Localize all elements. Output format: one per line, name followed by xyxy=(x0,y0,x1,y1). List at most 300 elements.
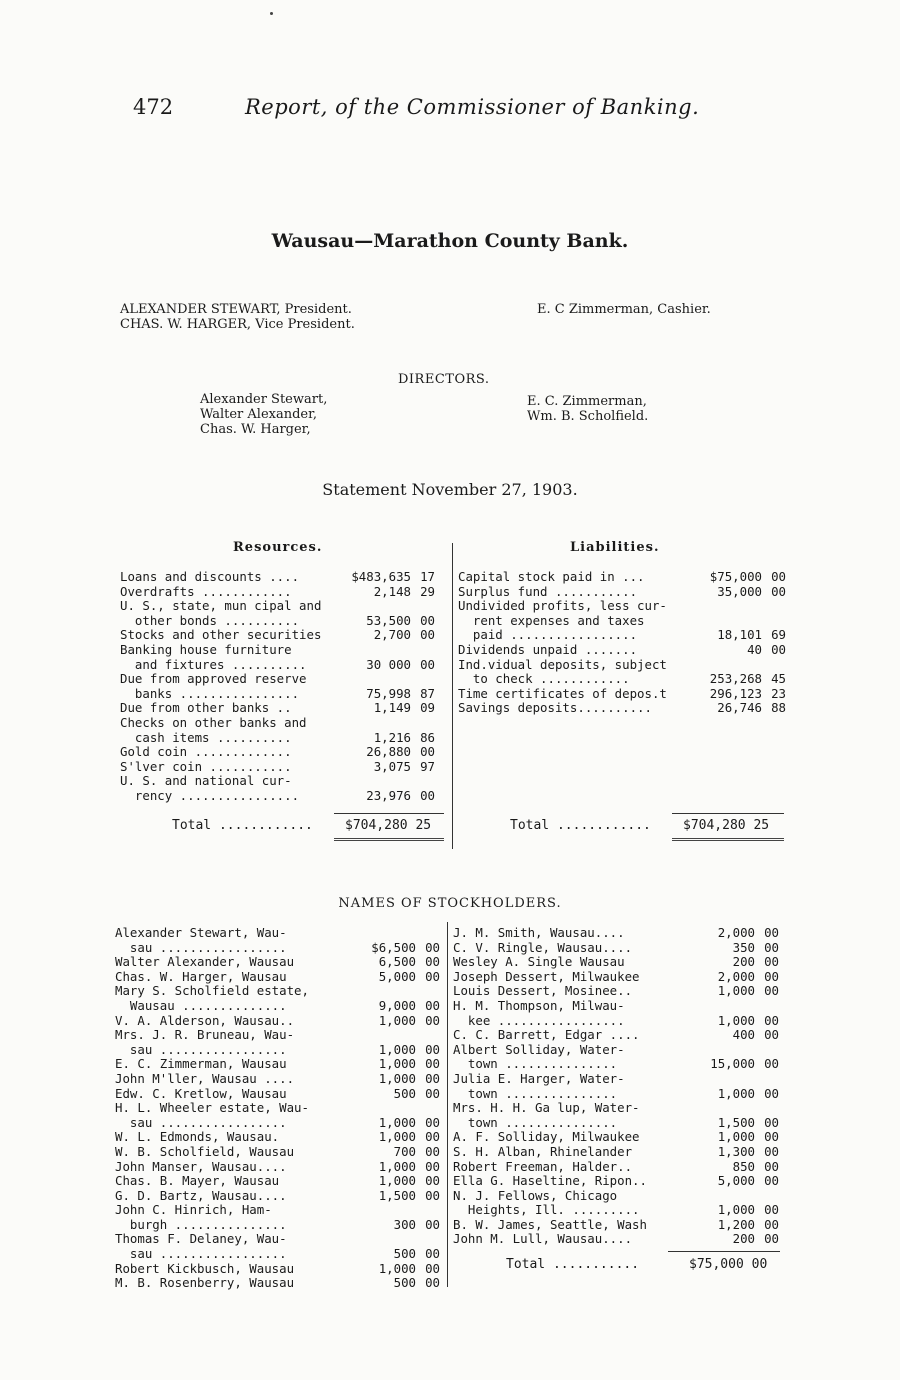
ledger-row xyxy=(453,1014,779,1029)
row-cents: 00 xyxy=(420,744,435,760)
row-cents: 00 xyxy=(425,997,440,1013)
row-cents: 00 xyxy=(764,1056,779,1072)
director-name: Walter Alexander, xyxy=(200,407,318,422)
row-cents: 00 xyxy=(764,1143,779,1159)
row-label: Overdrafts ............ xyxy=(120,583,292,599)
resources-double-rule xyxy=(334,838,444,841)
row-cents: 00 xyxy=(420,787,435,803)
row-cents xyxy=(755,1101,779,1116)
row-cents: 86 xyxy=(420,729,435,745)
ledger-row xyxy=(120,701,435,716)
row-dollars xyxy=(685,1101,755,1116)
row-dollars: 200 xyxy=(732,954,755,970)
row-label: Mrs. J. R. Bruneau, Wau- xyxy=(115,1027,295,1043)
row-label: Checks on other banks and xyxy=(120,714,307,730)
row-dollars: 1,000 xyxy=(717,1202,755,1218)
row-label: Walter Alexander, Wausau xyxy=(115,954,295,970)
ledger-row xyxy=(120,672,435,687)
row-cents: 00 xyxy=(764,983,779,999)
ledger-row xyxy=(453,1189,779,1204)
row-dollars: 1,000 xyxy=(378,1260,416,1276)
row-dollars: $6,500 xyxy=(371,939,416,955)
ink-speck xyxy=(270,12,273,15)
row-cents xyxy=(416,984,440,999)
liabilities-total-label: Total ............ xyxy=(510,818,651,833)
row-cents xyxy=(755,1189,779,1204)
row-dollars xyxy=(352,1101,416,1116)
row-dollars: 1,000 xyxy=(717,1012,755,1028)
row-label: Ind.vidual deposits, subject xyxy=(458,656,667,672)
row-cents: 00 xyxy=(425,1275,440,1291)
ledger-row xyxy=(453,1116,779,1131)
row-dollars: 5,000 xyxy=(378,968,416,984)
row-dollars: 1,000 xyxy=(717,983,755,999)
ledger-row xyxy=(120,643,435,658)
row-label: Surplus fund ........... xyxy=(458,583,638,599)
row-dollars xyxy=(685,999,755,1014)
row-cents xyxy=(755,1072,779,1087)
ledger-row xyxy=(458,570,786,585)
row-dollars: 2,700 xyxy=(373,627,411,643)
ledger-row xyxy=(453,1057,779,1072)
row-label: Robert Freeman, Halder.. xyxy=(453,1158,633,1174)
director-name: E. C. Zimmerman, xyxy=(527,394,647,409)
row-dollars xyxy=(346,716,411,731)
ledger-row xyxy=(115,1072,440,1087)
row-cents: 00 xyxy=(764,1129,779,1145)
row-label: Louis Dessert, Mosinee.. xyxy=(453,983,633,999)
row-cents: 00 xyxy=(425,954,440,970)
cashier-line: E. C Zimmerman, Cashier. xyxy=(537,302,711,317)
stockholders-heading: NAMES OF STOCKHOLDERS. xyxy=(338,896,562,911)
row-label: Wausau .............. xyxy=(115,997,287,1013)
ledger-row xyxy=(115,999,440,1014)
row-label: Edw. C. Kretlow, Wausau xyxy=(115,1085,287,1101)
row-dollars: 1,500 xyxy=(378,1187,416,1203)
ledger-row xyxy=(453,926,779,941)
ledger-row xyxy=(120,585,435,600)
ledger-row xyxy=(120,760,435,775)
row-dollars: 23,976 xyxy=(366,787,411,803)
ledger-row xyxy=(120,716,435,731)
ledger-row xyxy=(458,628,786,643)
row-dollars: 1,000 xyxy=(378,1041,416,1057)
row-label: Banking house furniture xyxy=(120,641,292,657)
row-dollars xyxy=(352,1203,416,1218)
row-label: Albert Solliday, Water- xyxy=(453,1041,625,1057)
ledger-row xyxy=(458,658,786,673)
row-dollars: 1,300 xyxy=(717,1143,755,1159)
row-label: H. L. Wheeler estate, Wau- xyxy=(115,1100,309,1116)
ledger-row xyxy=(453,1043,779,1058)
row-cents: 00 xyxy=(764,1012,779,1028)
row-label: burgh ............... xyxy=(115,1216,287,1232)
row-dollars: 18,101 xyxy=(717,627,762,643)
row-dollars: 2,000 xyxy=(717,968,755,984)
row-dollars: 1,000 xyxy=(378,1070,416,1086)
ledger-row xyxy=(115,1276,440,1291)
row-label: Robert Kickbusch, Wausau xyxy=(115,1260,295,1276)
row-cents xyxy=(411,643,435,658)
row-cents xyxy=(762,614,786,629)
row-dollars: 500 xyxy=(393,1246,416,1262)
resources-heading: Resources. xyxy=(233,540,323,555)
ledger-row xyxy=(453,955,779,970)
row-dollars: 40 xyxy=(747,641,762,657)
row-dollars: 1,000 xyxy=(717,1085,755,1101)
row-cents: 00 xyxy=(425,1246,440,1262)
row-cents xyxy=(411,672,435,687)
bank-title: Wausau—Marathon County Bank. xyxy=(271,230,629,252)
row-label: John C. Hinrich, Ham- xyxy=(115,1202,272,1218)
ledger-row xyxy=(458,599,786,614)
row-label: Heights, Ill. ......... xyxy=(453,1202,640,1218)
row-cents: 00 xyxy=(764,1173,779,1189)
row-cents: 00 xyxy=(764,1114,779,1130)
row-cents: 00 xyxy=(764,1158,779,1174)
row-dollars: 2,000 xyxy=(717,925,755,940)
row-cents: 23 xyxy=(771,685,786,701)
row-dollars xyxy=(346,599,411,614)
ledger-row xyxy=(120,599,435,614)
row-label: Due from other banks .. xyxy=(120,700,292,716)
row-cents: 00 xyxy=(425,1158,440,1174)
row-dollars xyxy=(685,1189,755,1204)
ledger-row xyxy=(453,1232,779,1247)
row-label: Gold coin ............. xyxy=(120,744,292,760)
row-dollars: 1,000 xyxy=(378,1114,416,1130)
ledger-row xyxy=(115,926,440,941)
ledger-row xyxy=(115,1174,440,1189)
ledger-row xyxy=(453,984,779,999)
vice-president-line: CHAS. W. HARGER, Vice President. xyxy=(120,317,355,332)
row-label: John M'ller, Wausau .... xyxy=(115,1070,295,1086)
stockholders-right-table xyxy=(453,926,779,1247)
row-dollars xyxy=(346,643,411,658)
row-label: Thomas F. Delaney, Wau- xyxy=(115,1231,287,1247)
row-dollars: 300 xyxy=(393,1216,416,1232)
row-label: town ............... xyxy=(453,1114,618,1130)
ledger-row xyxy=(120,789,435,804)
ledger-row xyxy=(120,658,435,673)
stockholders-divider xyxy=(447,922,448,1287)
row-cents: 97 xyxy=(420,758,435,774)
row-dollars: 1,216 xyxy=(373,729,411,745)
row-cents xyxy=(755,1043,779,1058)
director-name: Chas. W. Harger, xyxy=(200,422,311,437)
resources-total-rule xyxy=(334,813,444,814)
row-label: rency ................ xyxy=(120,787,300,803)
row-dollars: $75,000 xyxy=(709,569,762,584)
row-label: A. F. Solliday, Milwaukee xyxy=(453,1129,640,1145)
row-cents: 00 xyxy=(771,583,786,599)
row-label: sau ................. xyxy=(115,1041,287,1057)
row-dollars: 500 xyxy=(393,1275,416,1291)
row-dollars: 1,000 xyxy=(378,1173,416,1189)
row-dollars: 1,149 xyxy=(373,700,411,716)
ledger-row xyxy=(115,941,440,956)
row-dollars xyxy=(352,1232,416,1247)
row-label: paid ................. xyxy=(458,627,638,643)
row-cents: 00 xyxy=(425,1056,440,1072)
row-dollars: 26,880 xyxy=(366,744,411,760)
row-label: V. A. Alderson, Wausau.. xyxy=(115,1012,295,1028)
row-label: S. H. Alban, Rhinelander xyxy=(453,1143,633,1159)
row-cents: 00 xyxy=(420,656,435,672)
liabilities-total-rule xyxy=(672,813,784,814)
ledger-row xyxy=(453,1145,779,1160)
row-dollars: 200 xyxy=(732,1231,755,1247)
row-dollars: 6,500 xyxy=(378,954,416,970)
row-cents: 00 xyxy=(764,1231,779,1247)
row-cents: 00 xyxy=(764,954,779,970)
directors-right xyxy=(527,394,648,424)
row-label: Stocks and other securities xyxy=(120,627,322,643)
row-cents: 00 xyxy=(420,612,435,628)
row-cents: 00 xyxy=(425,1173,440,1189)
row-dollars xyxy=(685,1072,755,1087)
row-cents xyxy=(416,1028,440,1043)
ledger-row xyxy=(115,1218,440,1233)
row-dollars: 253,268 xyxy=(709,671,762,687)
row-label: rent expenses and taxes xyxy=(458,612,645,628)
ledger-row xyxy=(115,1101,440,1116)
row-cents: 00 xyxy=(764,968,779,984)
row-cents: 17 xyxy=(420,569,435,584)
row-dollars xyxy=(346,672,411,687)
row-dollars: 5,000 xyxy=(717,1173,755,1189)
row-label: other bonds .......... xyxy=(120,612,300,628)
stockholders-total-amount: $75,000 00 xyxy=(689,1257,768,1272)
row-label: cash items .......... xyxy=(120,729,292,745)
ledger-row xyxy=(453,1072,779,1087)
ledger-row xyxy=(115,1160,440,1175)
ledger-row xyxy=(458,643,786,658)
row-label: Chas. B. Mayer, Wausau xyxy=(115,1173,280,1189)
statement-title: Statement November 27, 1903. xyxy=(322,480,578,499)
ledger-row xyxy=(120,628,435,643)
liabilities-double-rule xyxy=(672,838,784,841)
row-dollars: 1,000 xyxy=(378,1158,416,1174)
row-label: H. M. Thompson, Milwau- xyxy=(453,997,625,1013)
row-label: and fixtures .......... xyxy=(120,656,307,672)
liabilities-heading: Liabilities. xyxy=(570,540,660,555)
row-label: W. B. Scholfield, Wausau xyxy=(115,1143,295,1159)
row-dollars: 15,000 xyxy=(710,1056,755,1072)
director-name: Wm. B. Scholfield. xyxy=(527,409,649,424)
row-cents: 00 xyxy=(764,1027,779,1043)
stockholders-total-label: Total ........... xyxy=(506,1257,640,1272)
row-label: J. M. Smith, Wausau.... xyxy=(453,925,625,940)
officers-left xyxy=(120,302,355,332)
row-cents: 00 xyxy=(764,925,779,940)
row-dollars xyxy=(692,658,762,673)
row-cents: 00 xyxy=(425,1114,440,1130)
ledger-row xyxy=(120,745,435,760)
row-cents: 00 xyxy=(425,1085,440,1101)
row-dollars xyxy=(352,984,416,999)
ledger-row xyxy=(453,1218,779,1233)
row-dollars: $483,635 xyxy=(351,569,411,584)
column-divider xyxy=(452,543,453,849)
ledger-row xyxy=(115,1247,440,1262)
row-label: Savings deposits.......... xyxy=(458,700,652,716)
row-label: Time certificates of depos.t xyxy=(458,685,667,701)
row-dollars: 1,000 xyxy=(378,1129,416,1145)
row-label: town ............... xyxy=(453,1085,618,1101)
ledger-row xyxy=(458,614,786,629)
ledger-row xyxy=(453,1174,779,1189)
resources-table xyxy=(120,570,435,804)
row-label: Dividends unpaid ....... xyxy=(458,641,638,657)
running-title: Report, of the Commissioner of Banking. xyxy=(245,95,700,119)
row-dollars xyxy=(346,774,411,789)
row-cents: 00 xyxy=(764,1085,779,1101)
resources-total-label: Total ............ xyxy=(172,818,313,833)
stockholders-left-table xyxy=(115,926,440,1291)
row-dollars: 1,500 xyxy=(717,1114,755,1130)
row-label: Loans and discounts .... xyxy=(120,569,300,584)
ledger-row xyxy=(458,585,786,600)
row-label: town ............... xyxy=(453,1056,618,1072)
row-cents: 00 xyxy=(425,1070,440,1086)
ledger-row xyxy=(453,999,779,1014)
row-label: B. W. James, Seattle, Wash xyxy=(453,1216,647,1232)
liabilities-total-amount: $704,280 25 xyxy=(683,818,770,833)
row-cents: 00 xyxy=(771,641,786,657)
row-label: Joseph Dessert, Milwaukee xyxy=(453,968,640,984)
row-cents: 87 xyxy=(420,685,435,701)
director-name: Alexander Stewart, xyxy=(200,392,328,407)
row-label: Mrs. H. H. Ga lup, Water- xyxy=(453,1100,640,1116)
ledger-row xyxy=(115,984,440,999)
row-label: G. D. Bartz, Wausau.... xyxy=(115,1187,287,1203)
resources-total-amount: $704,280 25 xyxy=(345,818,432,833)
row-label: sau ................. xyxy=(115,1114,287,1130)
row-label: E. C. Zimmerman, Wausau xyxy=(115,1056,287,1072)
row-dollars: 2,148 xyxy=(373,583,411,599)
ledger-row xyxy=(453,1028,779,1043)
row-label: to check ............ xyxy=(458,671,630,687)
row-label: Alexander Stewart, Wau- xyxy=(115,925,287,940)
row-label: U. S., state, mun cipal and xyxy=(120,598,322,614)
row-cents xyxy=(416,1203,440,1218)
row-cents: 00 xyxy=(764,1202,779,1218)
ledger-row xyxy=(453,1160,779,1175)
row-cents: 00 xyxy=(425,1143,440,1159)
ledger-row xyxy=(120,614,435,629)
ledger-row xyxy=(453,1203,779,1218)
row-dollars: 296,123 xyxy=(709,685,762,701)
ledger-row xyxy=(115,1203,440,1218)
ledger-row xyxy=(453,970,779,985)
row-cents: 00 xyxy=(425,1260,440,1276)
row-cents xyxy=(755,999,779,1014)
row-cents: 00 xyxy=(425,1216,440,1232)
directors-left xyxy=(200,392,327,437)
row-label: sau ................. xyxy=(115,1246,287,1262)
row-cents: 09 xyxy=(420,700,435,716)
president-line: ALEXANDER STEWART, President. xyxy=(120,302,352,317)
row-dollars: 26,746 xyxy=(717,700,762,716)
row-label: Mary S. Scholfield estate, xyxy=(115,983,309,999)
ledger-row xyxy=(453,941,779,956)
row-label: Undivided profits, less cur- xyxy=(458,598,667,614)
liabilities-table xyxy=(458,570,786,716)
ledger-row xyxy=(453,1101,779,1116)
row-label: Due from approved reserve xyxy=(120,671,307,687)
row-cents xyxy=(762,599,786,614)
row-dollars xyxy=(692,599,762,614)
row-dollars: 1,000 xyxy=(717,1129,755,1145)
ledger-row xyxy=(458,687,786,702)
directors-heading: DIRECTORS. xyxy=(398,372,490,387)
row-dollars: 9,000 xyxy=(378,997,416,1013)
row-cents: 00 xyxy=(425,939,440,955)
row-label: N. J. Fellows, Chicago xyxy=(453,1187,618,1203)
row-label: banks ................ xyxy=(120,685,300,701)
row-cents: 00 xyxy=(420,627,435,643)
ledger-row xyxy=(115,1130,440,1145)
row-cents: 00 xyxy=(425,1129,440,1145)
ledger-row xyxy=(115,1145,440,1160)
ledger-row xyxy=(115,955,440,970)
row-label: Wesley A. Single Wausau xyxy=(453,954,625,970)
ledger-row xyxy=(115,1189,440,1204)
ledger-row xyxy=(115,1043,440,1058)
row-cents xyxy=(416,926,440,941)
row-dollars: 850 xyxy=(732,1158,755,1174)
row-label: John Manser, Wausau.... xyxy=(115,1158,287,1174)
row-dollars: 1,200 xyxy=(717,1216,755,1232)
row-dollars: 1,000 xyxy=(378,1056,416,1072)
ledger-row xyxy=(120,731,435,746)
row-dollars: 1,000 xyxy=(378,1012,416,1028)
ledger-row xyxy=(115,1262,440,1277)
row-dollars: 3,075 xyxy=(373,758,411,774)
row-cents xyxy=(762,658,786,673)
row-cents xyxy=(416,1101,440,1116)
row-label: W. L. Edmonds, Wausau. xyxy=(115,1129,280,1145)
row-cents xyxy=(411,599,435,614)
page-number: 472 xyxy=(133,95,174,119)
row-dollars: 53,500 xyxy=(366,612,411,628)
row-dollars: 700 xyxy=(393,1143,416,1159)
row-label: Chas. W. Harger, Wausau xyxy=(115,968,287,984)
row-dollars: 400 xyxy=(732,1027,755,1043)
row-label: kee ................. xyxy=(453,1012,625,1028)
row-cents: 00 xyxy=(771,569,786,584)
row-cents: 00 xyxy=(764,939,779,955)
row-cents: 00 xyxy=(425,1012,440,1028)
row-cents: 00 xyxy=(764,1216,779,1232)
ledger-row xyxy=(458,672,786,687)
ledger-row xyxy=(120,570,435,585)
row-dollars: 500 xyxy=(393,1085,416,1101)
row-label: John M. Lull, Wausau.... xyxy=(453,1231,633,1247)
ledger-row xyxy=(453,1130,779,1145)
ledger-row xyxy=(115,970,440,985)
ledger-row xyxy=(120,774,435,789)
stockholders-total-rule xyxy=(668,1251,780,1252)
row-dollars xyxy=(352,926,416,941)
row-label: sau ................. xyxy=(115,939,287,955)
row-cents: 29 xyxy=(420,583,435,599)
ledger-row xyxy=(115,1116,440,1131)
row-label: S'lver coin ........... xyxy=(120,758,292,774)
row-label: C. C. Barrett, Edgar .... xyxy=(453,1027,640,1043)
ledger-row xyxy=(120,687,435,702)
